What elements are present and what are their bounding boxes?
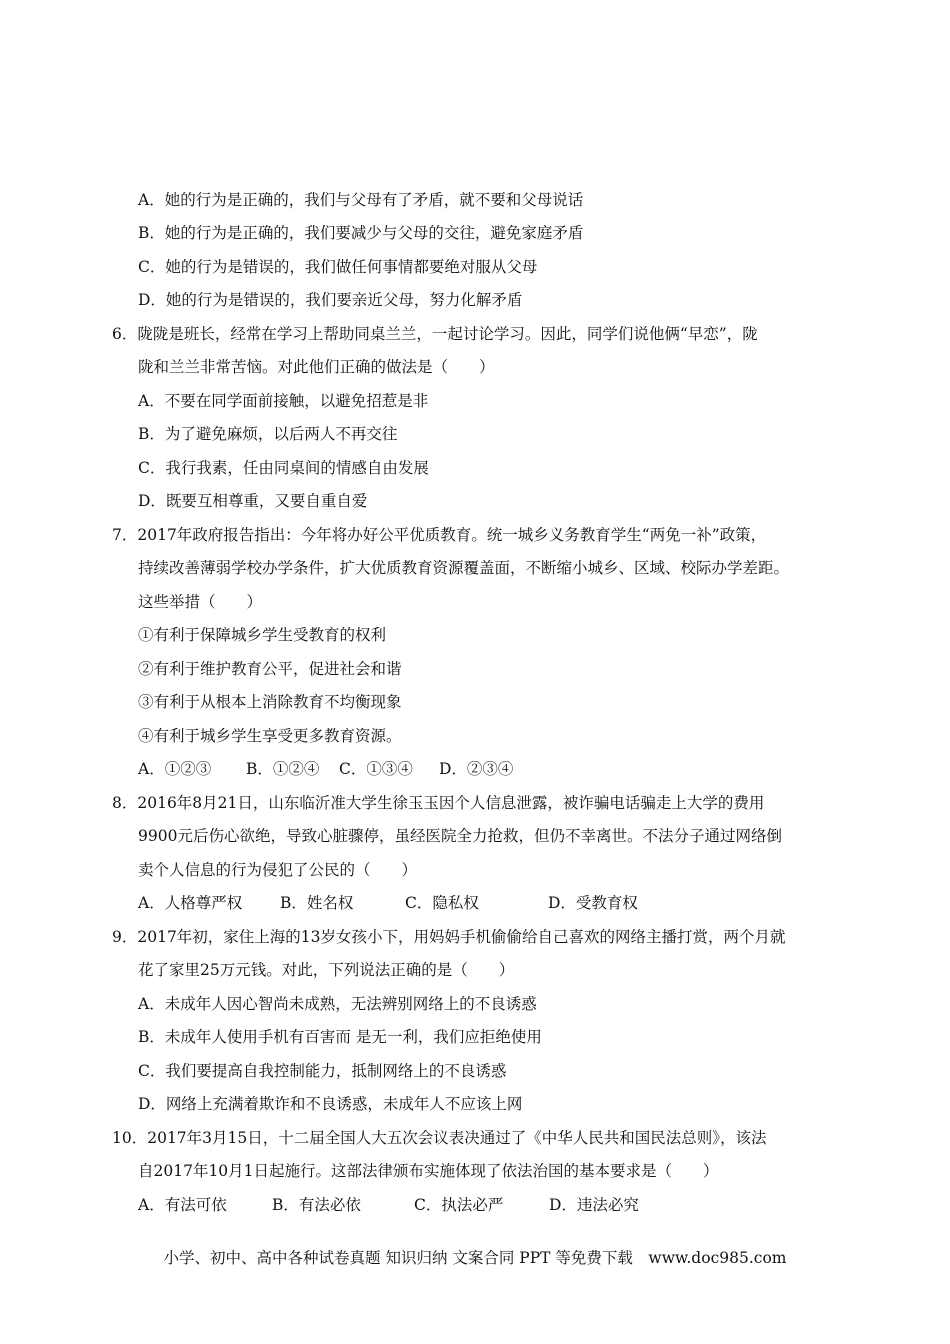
q6-option-c: C．我行我素，任由同桌间的情感自由发展 [138,459,429,477]
q7-stem-line2: 持续改善薄弱学校办学条件，扩大优质教育资源覆盖面，不断缩小城乡、区域、校际办学差距。 [138,559,790,577]
q10-option-b: B．有法必依 [272,1196,361,1214]
q10-stem-line1: 10．2017年3月15日，十二届全国人大五次会议表决通过了《中华人民共和国民法总则》，该法 [112,1129,767,1147]
q8-option-d: D．受教育权 [548,894,638,912]
q9-stem-line1: 9．2017年初，家住上海的13岁女孩小下，用妈妈手机偷偷给自己喜欢的网络主播打赏，两个月就 [112,928,786,946]
q10-stem-line2: 自2017年10月1日起施行。这部法律颁布实施体现了依法治国的基本要求是（ ） [138,1162,719,1180]
q5-option-a: A．她的行为是正确的，我们与父母有了矛盾，就不要和父母说话 [138,191,584,209]
q10-option-a: A．有法可依 [138,1196,227,1214]
q5-option-c: C．她的行为是错误的，我们做任何事情都要绝对服从父母 [138,258,538,276]
q8-options [138,893,638,913]
q10-option-c: C．执法必严 [414,1196,504,1214]
q5-option-b: B．她的行为是正确的，我们要减少与父母的交往，避免家庭矛盾 [138,224,584,242]
q10-option-d: D．违法必究 [549,1196,639,1214]
q7-stem-line1: 7．2017年政府报告指出：今年将办好公平优质教育。统一城乡义务教育学生“两免一补”政策， [112,526,767,544]
q7-item-1: ①有利于保障城乡学生受教育的权利 [138,626,387,644]
q8-stem-line2: 9900元后伤心欲绝，导致心脏骤停，虽经医院全力抢救，但仍不幸离世。不法分子通过网络倒 [138,827,782,845]
q7-item-3: ③有利于从根本上消除教育不均衡现象 [138,693,402,711]
q5-option-d: D．她的行为是错误的，我们要亲近父母，努力化解矛盾 [138,291,523,309]
q8-stem-line1: 8．2016年8月21日，山东临沂准大学生徐玉玉因个人信息泄露，被诈骗电话骗走上大学的费用 [112,794,765,812]
q10-options [138,1195,639,1215]
q7-option-c: C．①③④ [339,760,413,778]
page-footer: 小学、初中、高中各种试卷真题 知识归纳 文案合同 PPT 等免费下载 www.doc985.com [163,1249,787,1267]
q8-option-b: B．姓名权 [280,894,354,912]
q6-option-b: B．为了避免麻烦，以后两人不再交往 [138,425,398,443]
q7-stem-line3: 这些举措（ ） [138,593,263,611]
q9-option-a: A．未成年人因心智尚未成熟，无法辨别网络上的不良诱惑 [138,995,537,1013]
q7-item-4: ④有利于城乡学生享受更多教育资源。 [138,727,402,745]
q8-option-a: A．人格尊严权 [138,894,243,912]
q6-option-a: A．不要在同学面前接触，以避免招惹是非 [138,392,429,410]
q9-option-b: B．未成年人使用手机有百害而 是无一利，我们应拒绝使用 [138,1028,542,1046]
q7-options [138,759,513,779]
q8-stem-line3: 卖个人信息的行为侵犯了公民的（ ） [138,861,418,879]
q6-stem-line2: 陇和兰兰非常苦恼。对此他们正确的做法是（ ） [138,358,495,376]
q7-option-a: A．①②③ [138,760,212,778]
q6-option-d: D．既要互相尊重，又要自重自爱 [138,492,368,510]
q6-stem-line1: 6．陇陇是班长，经常在学习上帮助同桌兰兰，一起讨论学习。因此，同学们说他俩“早恋”，陇 [112,325,758,343]
q7-option-b: B．①②④ [246,760,320,778]
q7-option-d: D．②③④ [439,760,514,778]
q8-option-c: C．隐私权 [405,894,479,912]
q7-item-2: ②有利于维护教育公平，促进社会和谐 [138,660,402,678]
q9-stem-line2: 花了家里25万元钱。对此，下列说法正确的是（ ） [138,961,515,979]
q9-option-c: C．我们要提高自我控制能力，抵制网络上的不良诱惑 [138,1062,507,1080]
q9-option-d: D．网络上充满着欺诈和不良诱惑，未成年人不应该上网 [138,1095,523,1113]
